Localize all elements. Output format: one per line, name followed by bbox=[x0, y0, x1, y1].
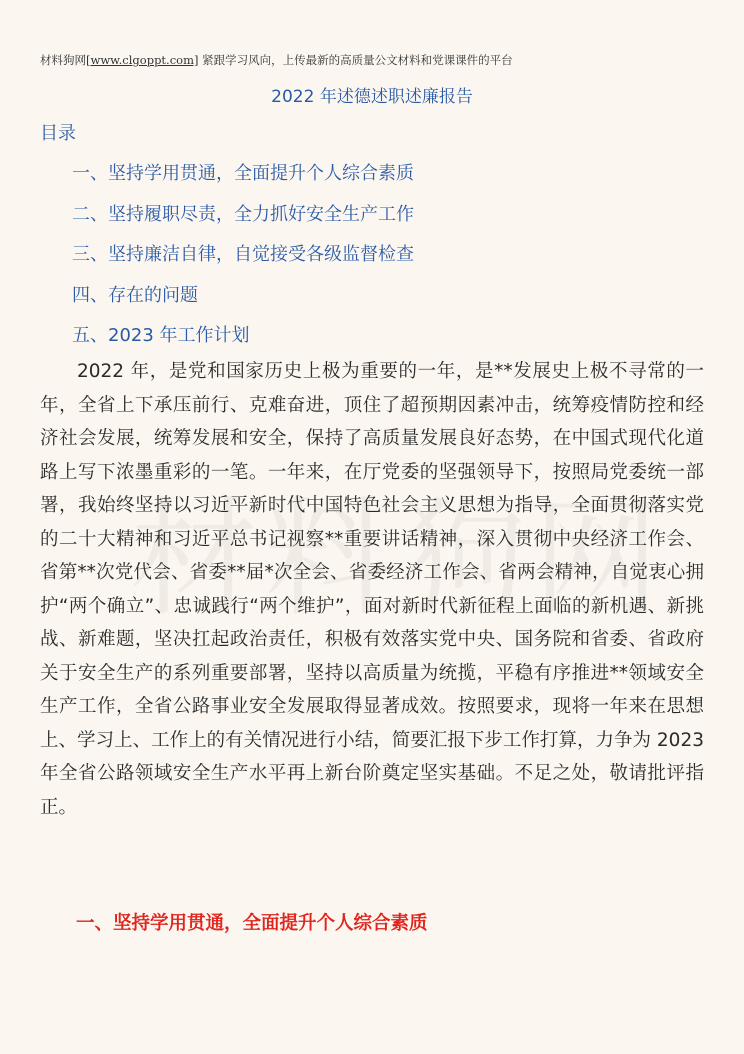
header-brand: 材料狗网 bbox=[40, 53, 86, 67]
toc-item-5[interactable]: 五、2023 年工作计划 bbox=[72, 325, 250, 347]
document-title: 2022 年述德述职述廉报告 bbox=[271, 87, 473, 107]
toc-item-2[interactable]: 二、坚持履职尽责，全力抓好安全生产工作 bbox=[72, 203, 414, 225]
table-of-contents bbox=[72, 162, 414, 365]
section-heading-1: 一、坚持学用贯通，全面提升个人综合素质 bbox=[76, 913, 428, 934]
intro-paragraph: 2022 年，是党和国家历史上极为重要的一年，是**发展史上极不寻常的一年，全省上下承压前行、克难奋进，顶住了超预期因素冲击，统筹疫情防控和经济社会发展，统筹发展和安全，保持了高质量发展良好态势，在中国式现代化道路上写下浓墨重彩的一笔。一年来，在厅党委的坚强领导下，按照局党委统一部署，我始终坚持以习近平新时代中国特色社会主义思想为指导，全面贯彻落实党的二十大精神和习近平总书记视察**重要讲话精神，深入贯彻中央经济工作会、省第**次党代会、省委**届*次全会、省委经济工作会、省两会精神，自觉衷心拥护“两个确立”、忠诚践行“两个维护”，面对新时代新征程上面临的新机遇、新挑战、新难题，坚决扛起政治责任，积极有效落实党中央、国务院和省委、省政府关于安全生产的系列重要部署，坚持以高质量为统揽，平稳有序推进**领域安全生产工作，全省公路事业安全发展取得显著成效。按照要求，现将一年来在思想上、学习上、工作上的有关情况进行小结，简要汇报下步工作打算，力争为 2023 年全省公路领域安全生产水平再上新台阶奠定坚实基础。不足之处，敬请批评指正。 bbox=[40, 361, 704, 818]
toc-item-4[interactable]: 四、存在的问题 bbox=[72, 284, 198, 306]
toc-item-3[interactable]: 三、坚持廉洁自律，自觉接受各级监督检查 bbox=[72, 244, 414, 266]
header-slogan: 紧跟学习风向，上传最新的高质量公文材料和党课课件的平台 bbox=[202, 53, 513, 67]
toc-item-1[interactable]: 一、坚持学用贯通，全面提升个人综合素质 bbox=[72, 163, 414, 184]
header-site-link[interactable]: [www.clgoppt.com] bbox=[86, 53, 199, 67]
page-header bbox=[40, 53, 513, 67]
toc-heading: 目录 bbox=[40, 123, 76, 144]
